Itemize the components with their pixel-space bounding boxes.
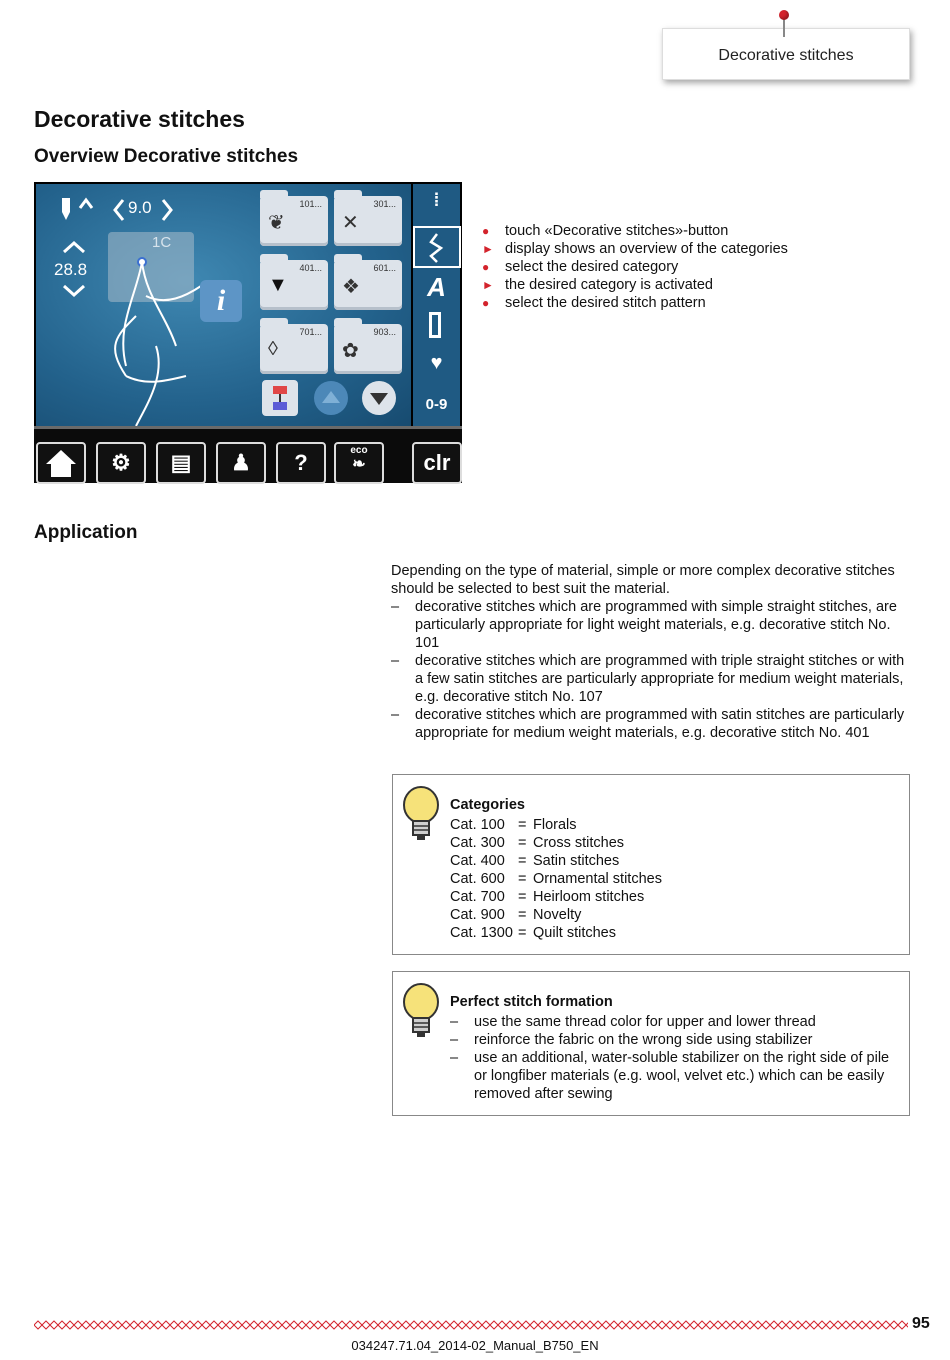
alphabets-button[interactable]: A	[427, 272, 446, 302]
stitch-formation-title: Perfect stitch formation	[450, 994, 613, 1010]
personal-program-icon[interactable]: ♥	[430, 352, 443, 374]
list-item: – decorative stitches which are programmed with triple straight stitches or with a few satin stitches are particularly appropriate for medium weight materials, e.g. decorative stitch No. 107	[391, 653, 905, 705]
application-intro: Depending on the type of material, simple or more complex decorative stitches should be selected to best suit the material.	[391, 563, 895, 597]
gear-icon: ⚙	[111, 450, 131, 475]
help-icon: ?	[294, 450, 308, 475]
setup-button[interactable]	[96, 442, 146, 484]
step-item: ● select the desired stitch pattern	[482, 295, 706, 311]
section-title-overview: Overview Decorative stitches	[34, 146, 299, 167]
screen-side-menu	[413, 184, 460, 426]
lightbulb-icon	[401, 982, 441, 1040]
table-row: Cat. 100 = Florals	[450, 817, 577, 833]
machine-screen	[34, 182, 462, 483]
table-row: Cat. 700 = Heirloom stitches	[450, 889, 645, 905]
combination-mode-button[interactable]	[262, 380, 298, 416]
numbers-button[interactable]: 0-9	[425, 396, 448, 413]
info-button[interactable]: i	[200, 280, 242, 322]
category-number: 401...	[299, 263, 322, 273]
lightbulb-icon	[401, 785, 441, 843]
table-row: Cat. 1300 = Quilt stitches	[450, 925, 616, 941]
decorative-footer-line	[34, 1320, 908, 1330]
needle-position-icon	[58, 194, 98, 222]
category-folder-101[interactable]	[260, 196, 328, 246]
chevron-left-icon	[112, 198, 126, 222]
category-folder-701[interactable]	[260, 324, 328, 374]
chapter-tab-label: Decorative stitches	[718, 47, 854, 64]
category-number: 101...	[299, 199, 322, 209]
step-item: ► the desired category is activated	[482, 277, 713, 293]
decorative-stitches-button[interactable]	[413, 226, 461, 268]
chevron-right-icon	[160, 198, 174, 222]
category-number: 601...	[373, 263, 396, 273]
eco-button[interactable]	[334, 442, 384, 484]
category-number: 701...	[299, 327, 322, 337]
pattern-label: 1C	[152, 234, 172, 251]
page-number: 95	[912, 1315, 930, 1332]
category-folder-401[interactable]	[260, 260, 328, 310]
screen-main-area	[36, 184, 411, 426]
pin-needle	[783, 19, 785, 37]
application-list	[391, 598, 916, 742]
table-row: Cat. 400 = Satin stitches	[450, 853, 620, 869]
step-item: ● select the desired category	[482, 259, 679, 275]
steps-list	[482, 222, 922, 312]
chevron-up-icon	[62, 240, 86, 254]
home-icon	[38, 444, 84, 482]
satin-stitch-icon: ▼	[268, 274, 288, 296]
practical-stitches-icon[interactable]: ⁞	[433, 190, 440, 210]
list-item: – use an additional, water-soluble stabilizer on the right side of pile or longfiber materials (e.g. wool, velvet etc.) which can be easily removed after sewing	[450, 1050, 890, 1102]
heirloom-stitch-icon: ◊	[268, 338, 278, 360]
document-code: 034247.71.04_2014-02_Manual_B750_EN	[351, 1338, 599, 1353]
stitch-formation-list	[450, 1013, 900, 1103]
arrow-up-icon	[314, 381, 348, 415]
combination-icon	[262, 380, 298, 416]
table-row: Cat. 300 = Cross stitches	[450, 835, 625, 851]
cross-stitch-icon: ✕	[342, 212, 359, 234]
result-arrow-icon: ►	[482, 242, 494, 256]
list-item: – decorative stitches which are programmed with simple straight stitches, are particularly appropriate for light weight materials, e.g. decorative stitch No. 101	[391, 599, 897, 651]
tutorial-button[interactable]	[156, 442, 206, 484]
section-title-application: Application	[34, 522, 138, 543]
clear-button[interactable]: clr	[412, 442, 462, 484]
stitch-pattern-preview	[106, 256, 206, 426]
bullet-dot-icon: ●	[482, 296, 490, 310]
decorative-stitch-icon	[415, 228, 459, 266]
pin-icon	[779, 10, 789, 20]
home-button[interactable]	[36, 442, 86, 484]
table-row: Cat. 600 = Ornamental stitches	[450, 871, 662, 887]
stitch-formation-tip-box	[392, 971, 910, 1116]
dress-form-icon: ♟	[231, 450, 251, 475]
screen-divider	[34, 426, 462, 429]
chevron-down-icon	[62, 284, 86, 298]
help-button[interactable]	[276, 442, 326, 484]
chapter-tab	[662, 28, 910, 80]
scroll-up-button[interactable]	[314, 381, 348, 415]
sewing-consultant-button[interactable]	[216, 442, 266, 484]
leaf-icon: ❧	[352, 456, 366, 473]
page-title: Decorative stitches	[34, 106, 245, 132]
category-folder-903[interactable]	[334, 324, 402, 374]
category-folder-601[interactable]	[334, 260, 402, 310]
category-folder-301[interactable]	[334, 196, 402, 246]
list-item: – decorative stitches which are programmed with satin stitches are particularly appropriate for medium weight materials, e.g. decorative stitch No. 401	[391, 707, 905, 741]
step-item: ► display shows an overview of the categories	[482, 241, 788, 257]
novelty-stitch-icon: ✿	[342, 340, 359, 362]
ornamental-stitch-icon: ❖	[342, 276, 360, 298]
table-row: Cat. 900 = Novelty	[450, 907, 582, 923]
eco-label: eco	[350, 445, 368, 456]
categories-tip-box	[392, 774, 910, 955]
category-number: 903...	[373, 327, 396, 337]
list-item: – use the same thread color for upper and lower thread	[450, 1014, 816, 1030]
bullet-dot-icon: ●	[482, 224, 490, 238]
category-number: 301...	[373, 199, 396, 209]
result-arrow-icon: ►	[482, 278, 494, 292]
categories-title: Categories	[450, 797, 525, 813]
floral-stitch-icon: ❦	[268, 212, 285, 234]
arrow-down-icon	[362, 381, 396, 415]
categories-table	[450, 816, 662, 942]
application-text	[391, 562, 916, 742]
bullet-dot-icon: ●	[482, 260, 490, 274]
buttonhole-icon[interactable]	[429, 312, 441, 338]
list-item: – reinforce the fabric on the wrong side using stabilizer	[450, 1032, 813, 1048]
scroll-down-button[interactable]	[362, 381, 396, 415]
stitch-width-value: 9.0	[128, 198, 152, 217]
stitch-length-value: 28.8	[54, 260, 88, 279]
step-item: ● touch «Decorative stitches»-button	[482, 223, 729, 239]
book-icon: ▤	[170, 450, 192, 475]
